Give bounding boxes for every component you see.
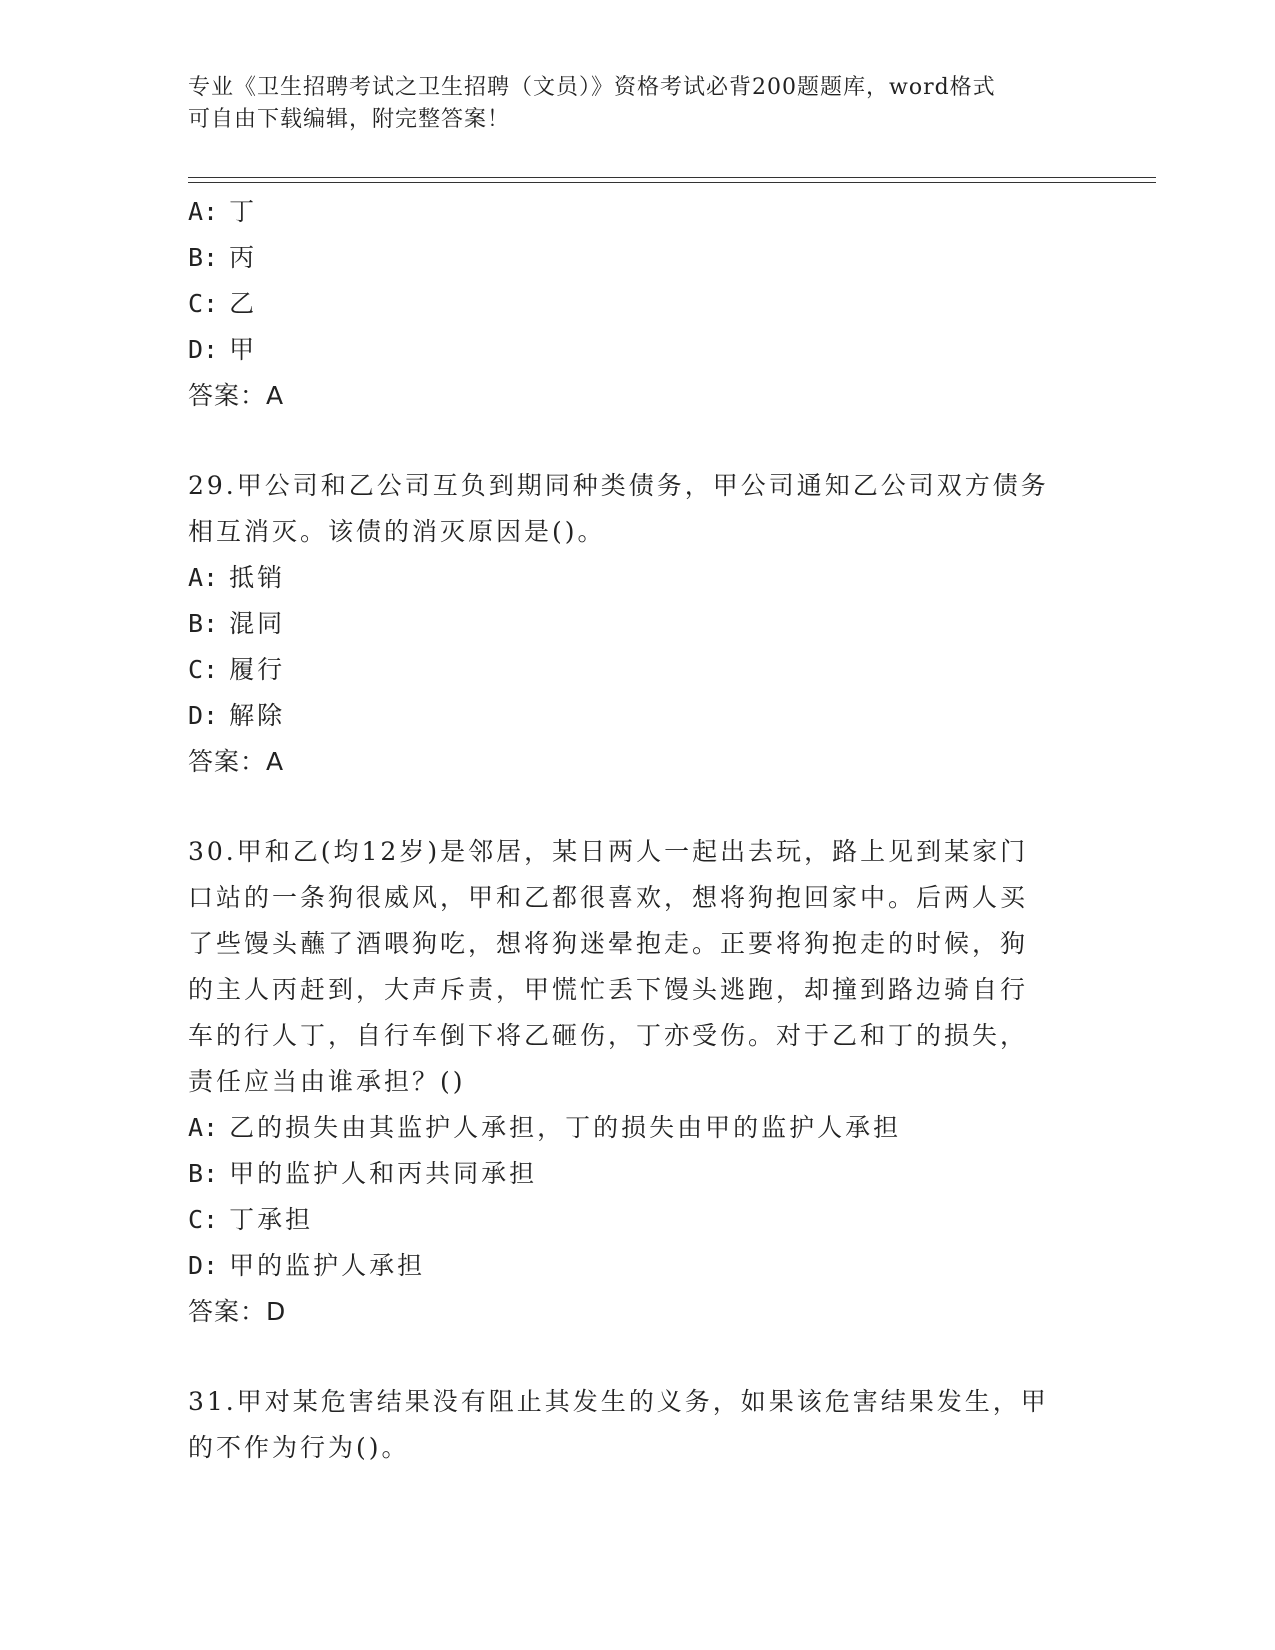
spacer (188, 1335, 1088, 1379)
option-b: B: 混同 (188, 609, 286, 638)
question-text-line: 了些馒头蘸了酒喂狗吃，想将狗迷晕抱走。正要将狗抱走的时候，狗 (188, 929, 1029, 958)
question-text-line: 的主人丙赶到，大声斥责，甲慌忙丢下馒头逃跑，却撞到路边骑自行 (188, 975, 1029, 1004)
option-d: D: 甲 (188, 335, 258, 364)
document-header (188, 72, 1068, 136)
question-30 (188, 829, 1088, 1335)
header-divider-bottom (188, 182, 1156, 183)
answer-line: 答案：D (188, 1297, 287, 1326)
question-text-line: 30.甲和乙(均12岁)是邻居，某日两人一起出去玩，路上见到某家门 (188, 837, 1029, 866)
option-a: A: 丁 (188, 197, 258, 226)
option-b: B: 甲的监护人和丙共同承担 (188, 1159, 538, 1188)
header-title-line-2: 可自由下载编辑，附完整答案！ (188, 107, 511, 132)
option-d: D: 甲的监护人承担 (188, 1251, 426, 1280)
option-b: B: 丙 (188, 243, 258, 272)
option-a: A: 抵销 (188, 563, 286, 592)
answer-line: 答案：A (188, 747, 285, 776)
question-text-line: 相互消灭。该债的消灭原因是()。 (188, 517, 606, 546)
spacer (188, 785, 1088, 829)
question-text-line: 车的行人丁，自行车倒下将乙砸伤，丁亦受伤。对于乙和丁的损失， (188, 1021, 1029, 1050)
option-c: C: 履行 (188, 655, 286, 684)
option-c: C: 乙 (188, 289, 258, 318)
question-text-line: 31.甲对某危害结果没有阻止其发生的义务，如果该危害结果发生，甲 (188, 1387, 1049, 1416)
option-a: A: 乙的损失由其监护人承担，丁的损失由甲的监护人承担 (188, 1113, 902, 1142)
header-title-line-1: 专业《卫生招聘考试之卫生招聘（文员）》资格考试必背200题题库，word格式 (188, 75, 996, 100)
question-text-line: 责任应当由谁承担？() (188, 1067, 466, 1096)
spacer (188, 419, 1088, 463)
option-c: C: 丁承担 (188, 1205, 314, 1234)
question-text-line: 口站的一条狗很威风，甲和乙都很喜欢，想将狗抱回家中。后两人买 (188, 883, 1029, 912)
question-31 (188, 1379, 1088, 1471)
answer-line: 答案：A (188, 381, 285, 410)
question-text-line: 29.甲公司和乙公司互负到期同种类债务，甲公司通知乙公司双方债务 (188, 471, 1049, 500)
option-d: D: 解除 (188, 701, 286, 730)
header-divider-top (188, 177, 1156, 178)
question-29 (188, 463, 1088, 785)
question-28 (188, 189, 1088, 419)
question-text-line: 的不作为行为()。 (188, 1433, 410, 1462)
question-list (188, 189, 1088, 1471)
